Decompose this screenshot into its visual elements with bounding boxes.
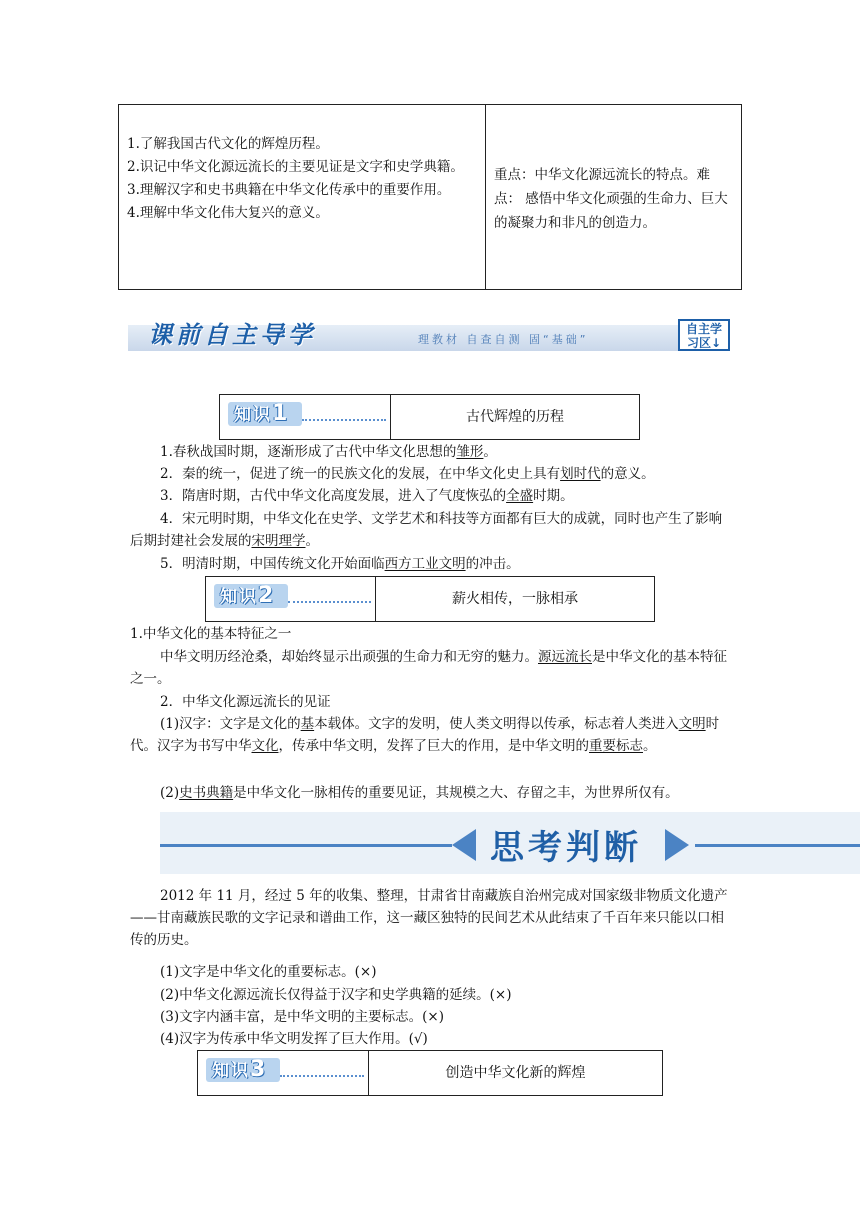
knowledge-header-1	[219, 394, 640, 440]
dotted-line	[302, 419, 386, 421]
arrow-right-icon	[665, 829, 689, 861]
knowledge-title: 古代辉煌的历程	[466, 409, 564, 425]
knowledge-header-2	[205, 576, 655, 622]
judgement-item: (2)中华文化源远流长仅得益于汉字和史学典籍的延续。(×)	[160, 987, 512, 1003]
objectives-list	[119, 105, 486, 289]
knowledge-tag	[206, 577, 376, 621]
arrow-left-icon	[452, 829, 476, 861]
judgement-item: (1)文字是中华文化的重要标志。(×)	[160, 964, 377, 980]
section-banner	[128, 315, 730, 351]
knowledge-tag	[220, 395, 391, 439]
banner-subtitle: 理教材 自查自测 固“基础”	[418, 333, 589, 346]
knowledge-tag-pill: 知识2	[214, 584, 288, 608]
dotted-line	[288, 601, 371, 603]
paragraph: 3．隋唐时期，古代中华文化高度发展，进入了气度恢弘的全盛时期。	[160, 488, 574, 504]
objectives-table	[118, 104, 742, 290]
objective-item: 4.理解中华文化伟大复兴的意义。	[127, 205, 329, 221]
banner-line-right	[695, 844, 860, 847]
think-title: 思考判断	[490, 828, 642, 868]
judgement-item: (4)汉字为传承中华文明发挥了巨大作用。(√)	[160, 1031, 428, 1047]
subheading: 2．中华文化源远流长的见证	[160, 694, 331, 710]
think-intro: 2012 年 11 月，经过 5 年的收集、整理，甘肃省甘南藏族自治州完成对国家级非物质文化遗产——甘南藏族民歌的文字记录和谱曲工作，这一藏区独特的民间艺术从此结束了千百年来只能以口相传的历史。	[130, 888, 728, 948]
objective-item: 2.识记中华文化源远流长的主要见证是文字和史学典籍。	[127, 159, 464, 175]
knowledge-title: 创造中华文化新的辉煌	[445, 1065, 586, 1081]
badge-line: 自主学	[685, 322, 722, 336]
objective-item: 1.了解我国古代文化的辉煌历程。	[127, 136, 329, 152]
key-points-cell: 重点：中华文化源远流长的特点。难点： 感悟中华文化顽强的生命力、巨大的凝聚力和非凡的创造力。	[494, 167, 728, 231]
badge-line: 习区↓	[686, 336, 722, 350]
banner-line-left	[160, 844, 452, 847]
objective-item: 3.理解汉字和史书典籍在中华文化传承中的重要作用。	[127, 182, 451, 198]
paragraph: 5．明清时期，中国传统文化开始面临西方工业文明的冲击。	[160, 556, 520, 572]
paragraph: (2)史书典籍是中华文化一脉相传的重要见证，其规模之大、存留之丰，为世界所仅有。	[160, 785, 679, 801]
knowledge-tag-pill: 知识1	[228, 402, 302, 426]
paragraph: 2．秦的统一，促进了统一的民族文化的发展，在中华文化史上具有划时代的意义。	[160, 466, 655, 482]
paragraph: 中华文明历经沧桑，却始终显示出顽强的生命力和无穷的魅力。源远流长是中华文化的基本特征之一。	[130, 649, 727, 687]
paragraph: 1.春秋战国时期，逐渐形成了古代中华文化思想的雏形。	[160, 444, 497, 460]
knowledge-header-3	[197, 1050, 663, 1096]
paragraph: (1)汉字：文字是文化的基本载体。文字的发明，使人类文明得以传承，标志着人类进入文明时代。汉字为书写中华文化，传承中华文明，发挥了巨大的作用，是中华文明的重要标志。	[130, 716, 720, 754]
knowledge-title: 薪火相传，一脉相承	[452, 591, 578, 607]
knowledge-tag-pill: 知识3	[206, 1058, 280, 1082]
paragraph: 4．宋元明时期，中华文化在史学、文学艺术和科技等方面都有巨大的成就，同时也产生了影响后期封建社会发展的宋明理学。	[130, 511, 723, 549]
judgement-item: (3)文字内涵丰富，是中华文明的主要标志。(×)	[160, 1009, 444, 1025]
banner-title: 课前自主导学	[148, 321, 316, 349]
banner-badge	[678, 319, 730, 351]
knowledge-tag	[198, 1051, 369, 1095]
think-banner	[160, 812, 860, 874]
subheading: 1.中华文化的基本特征之一	[130, 626, 292, 642]
dotted-line	[280, 1075, 364, 1077]
